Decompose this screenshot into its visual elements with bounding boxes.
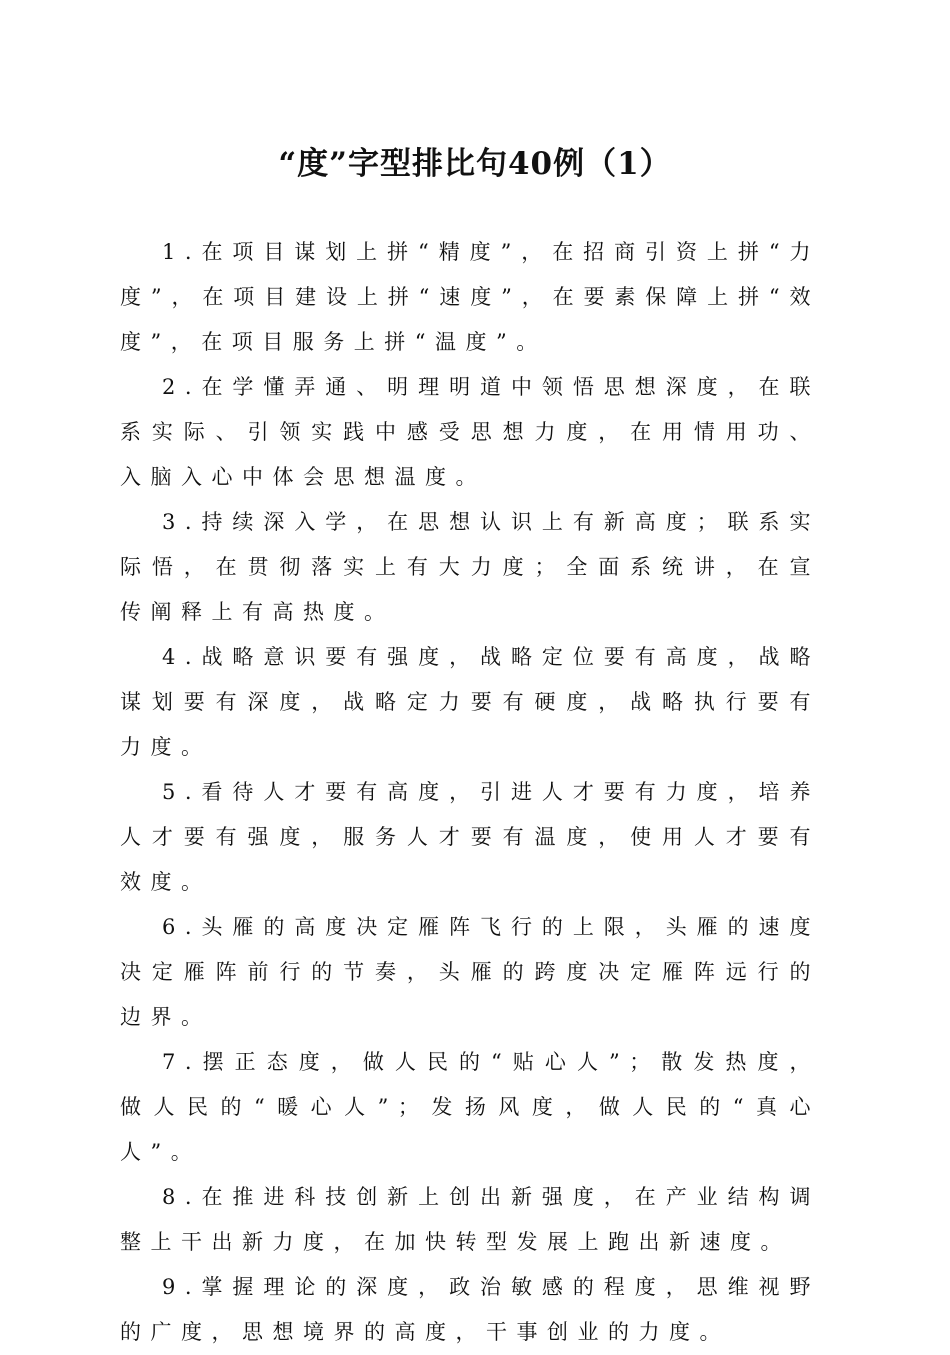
paragraph-7: 7.摆正态度，做人民的“贴心人”；散发热度，做人民的“暖心人”；发扬风度，做人民的“真心人”。 (120, 1050, 820, 1164)
document-title: “度”字型排比句40例（1） (278, 146, 672, 182)
paragraph-2: 2.在学懂弄通、明理明道中领悟思想深度，在联系实际、引领实践中感受思想力度，在用情用功、入脑入心中体会思想温度。 (120, 375, 820, 489)
paragraph-5: 5.看待人才要有高度，引进人才要有力度，培养人才要有强度，服务人才要有温度，使用人才要有效度。 (120, 780, 820, 894)
paragraph-9: 9.掌握理论的深度，政治敏感的程度，思维视野的广度，思想境界的高度，干事创业的力度。 (120, 1275, 820, 1344)
paragraph-1: 1.在项目谋划上拼“精度”，在招商引资上拼“力度”，在项目建设上拼“速度”，在要素保障上拼“效度”，在项目服务上拼“温度”。 (120, 240, 820, 354)
paragraph-6: 6.头雁的高度决定雁阵飞行的上限，头雁的速度决定雁阵前行的节奏，头雁的跨度决定雁阵远行的边界。 (120, 915, 820, 1029)
paragraph-3: 3.持续深入学，在思想认识上有新高度；联系实际悟，在贯彻落实上有大力度；全面系统讲，在宣传阐释上有高热度。 (120, 510, 820, 624)
document-body (120, 230, 820, 1355)
paragraph-8: 8.在推进科技创新上创出新强度，在产业结构调整上干出新力度，在加快转型发展上跑出新速度。 (120, 1185, 820, 1254)
paragraph-4: 4.战略意识要有强度，战略定位要有高度，战略谋划要有深度，战略定力要有硬度，战略执行要有力度。 (120, 645, 820, 759)
